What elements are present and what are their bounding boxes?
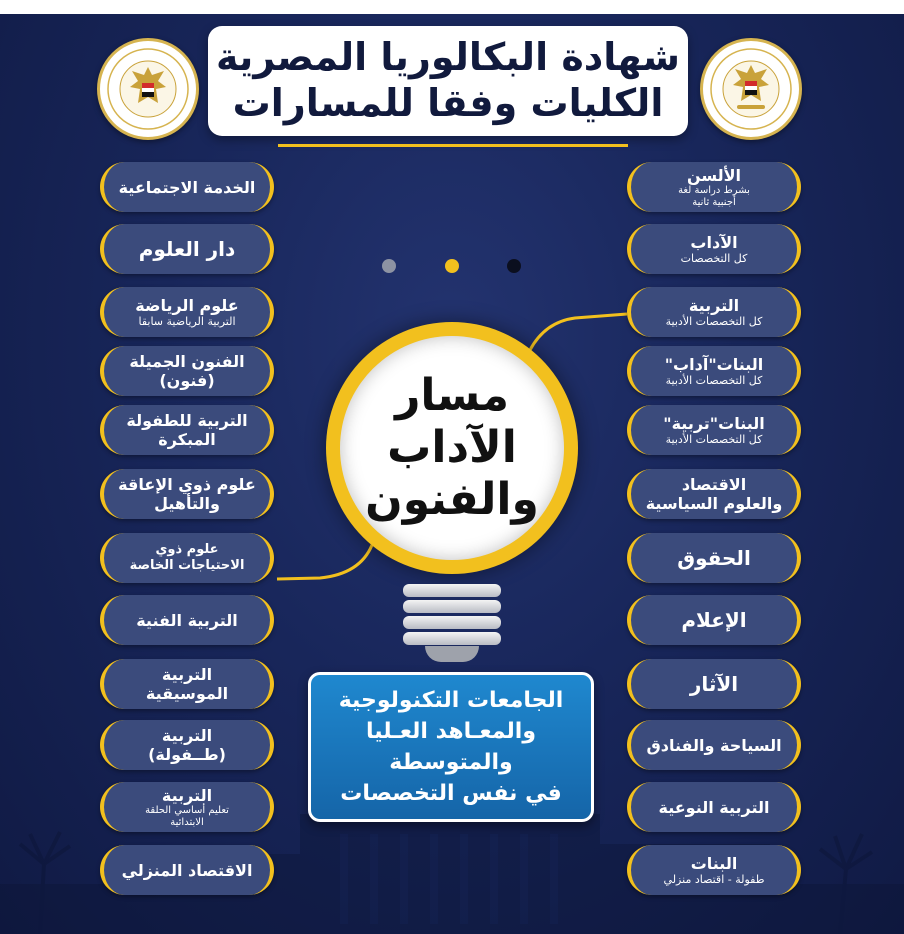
pill-title: علوم الرياضة: [135, 296, 239, 315]
eagle-seal-icon: [100, 41, 196, 137]
pill-title: والتأهيل: [154, 494, 220, 513]
decorative-dot: [445, 259, 459, 273]
faculty-pill-girls-arts: [627, 346, 801, 396]
faculty-pill-fine-arts: [100, 346, 274, 396]
faculty-pill-social-work: [100, 162, 274, 212]
pill-title: البنات"آداب": [664, 355, 764, 374]
pill-title: التربية: [688, 296, 740, 315]
info-line4: في نفس التخصصات: [340, 781, 562, 806]
pill-title: الآثار: [689, 671, 739, 696]
pill-subtitle: كل التخصصات الأدبية: [665, 374, 763, 387]
eagle-seal-icon: [703, 41, 799, 137]
pill-title: (فنون): [159, 371, 215, 390]
pill-subtitle: كل التخصصات الأدبية: [665, 315, 763, 328]
ministry-education-logo: [700, 38, 802, 140]
pill-title: التربية: [161, 726, 213, 745]
faculty-pill-sports-science: [100, 287, 274, 337]
bulb-base-ring: [403, 616, 501, 629]
pill-title: الموسيقية: [145, 684, 229, 703]
faculty-pill-basic-education: [100, 782, 274, 832]
track-title-line2: الآداب: [387, 422, 517, 473]
faculty-pill-archaeology: [627, 659, 801, 709]
pill-title: الفنون الجميلة: [129, 352, 245, 371]
pill-title: التربية للطفولة: [126, 411, 248, 430]
bulb-tip: [425, 646, 479, 662]
pill-title: التربية النوعية: [658, 797, 770, 817]
faculty-pill-alsun: [627, 162, 801, 212]
pill-title: الآداب: [690, 233, 738, 252]
title-underline: [278, 144, 628, 147]
faculty-pill-art-education: [100, 595, 274, 645]
track-title-circle: [340, 336, 564, 560]
faculty-pill-girls: [627, 845, 801, 895]
pill-subtitle: الابتدائية: [170, 816, 204, 828]
pill-title: الخدمة الاجتماعية: [118, 177, 256, 197]
faculty-pill-education: [627, 287, 801, 337]
tech-universities-box: [308, 672, 594, 822]
pill-title: التربية: [161, 665, 213, 684]
faculty-pill-music-education: [100, 659, 274, 709]
pill-title: التربية الفنية: [136, 610, 238, 630]
info-line2: والمعـاهد العـليا: [365, 719, 536, 744]
faculty-pill-disability-sciences: [100, 469, 274, 519]
pill-subtitle: كل التخصصات الأدبية: [665, 433, 763, 446]
faculty-pill-early-childhood: [100, 405, 274, 455]
pill-subtitle: الاحتياجات الخاصة: [129, 558, 245, 573]
bulb-base-ring: [403, 632, 501, 645]
faculty-pill-girls-education: [627, 405, 801, 455]
pill-title: البنات: [690, 854, 738, 873]
pill-title: علوم ذوي: [155, 542, 219, 557]
faculty-pill-specific-education: [627, 782, 801, 832]
faculty-pill-tourism: [627, 720, 801, 770]
pill-title: دار العلوم: [138, 236, 236, 261]
pill-subtitle: كل التخصصات: [680, 252, 748, 265]
pill-title: الحقوق: [677, 545, 751, 570]
pill-title: والعلوم السياسية: [645, 494, 783, 513]
ministry-higher-education-logo: [97, 38, 199, 140]
pill-subtitle: بشرط دراسة لغة: [678, 184, 750, 196]
pill-title: البنات"تربية": [663, 414, 765, 433]
pill-subtitle: تعليم أساسي الحلقة: [145, 804, 229, 816]
track-title-line3: والفنون: [365, 474, 539, 525]
pill-title: المبكرة: [158, 430, 216, 449]
pill-title: الإعلام: [681, 607, 747, 632]
pill-subtitle: التربية الرياضية سابقا: [138, 315, 236, 328]
info-line1: الجامعات التكنولوجية: [338, 688, 564, 713]
pill-title: الاقتصاد: [681, 475, 747, 494]
pill-title: السياحة والفنادق: [646, 735, 782, 755]
faculty-pill-education-childhood: [100, 720, 274, 770]
page-title-line1: شهادة البكالوريا المصرية: [216, 35, 680, 79]
faculty-pill-special-needs: [100, 533, 274, 583]
faculty-pill-media: [627, 595, 801, 645]
title-box: [208, 26, 688, 136]
pill-subtitle: طفولة - اقتصاد منزلي: [663, 873, 765, 886]
pill-title: التربية: [161, 785, 213, 805]
faculty-pill-law: [627, 533, 801, 583]
faculty-pill-economics: [627, 469, 801, 519]
info-line3: والمتوسطة: [389, 750, 513, 775]
pill-title: الألسن: [686, 165, 742, 185]
faculty-pill-arts: [627, 224, 801, 274]
pill-title: الاقتصاد المنزلي: [121, 860, 253, 880]
pill-subtitle: أجنبية ثانية: [692, 196, 736, 208]
faculty-pill-dar-al-ulum: [100, 224, 274, 274]
faculty-pill-home-economics: [100, 845, 274, 895]
decorative-dot: [507, 259, 521, 273]
bulb-base-ring: [403, 600, 501, 613]
track-title-line1: مسار: [395, 370, 509, 421]
decorative-dot: [382, 259, 396, 273]
pill-title: علوم ذوي الإعاقة: [118, 475, 256, 494]
pill-title: (طــفولة): [148, 745, 226, 764]
page-title-line2: الكليات وفقا للمسارات: [232, 81, 664, 125]
bulb-base-ring: [403, 584, 501, 597]
